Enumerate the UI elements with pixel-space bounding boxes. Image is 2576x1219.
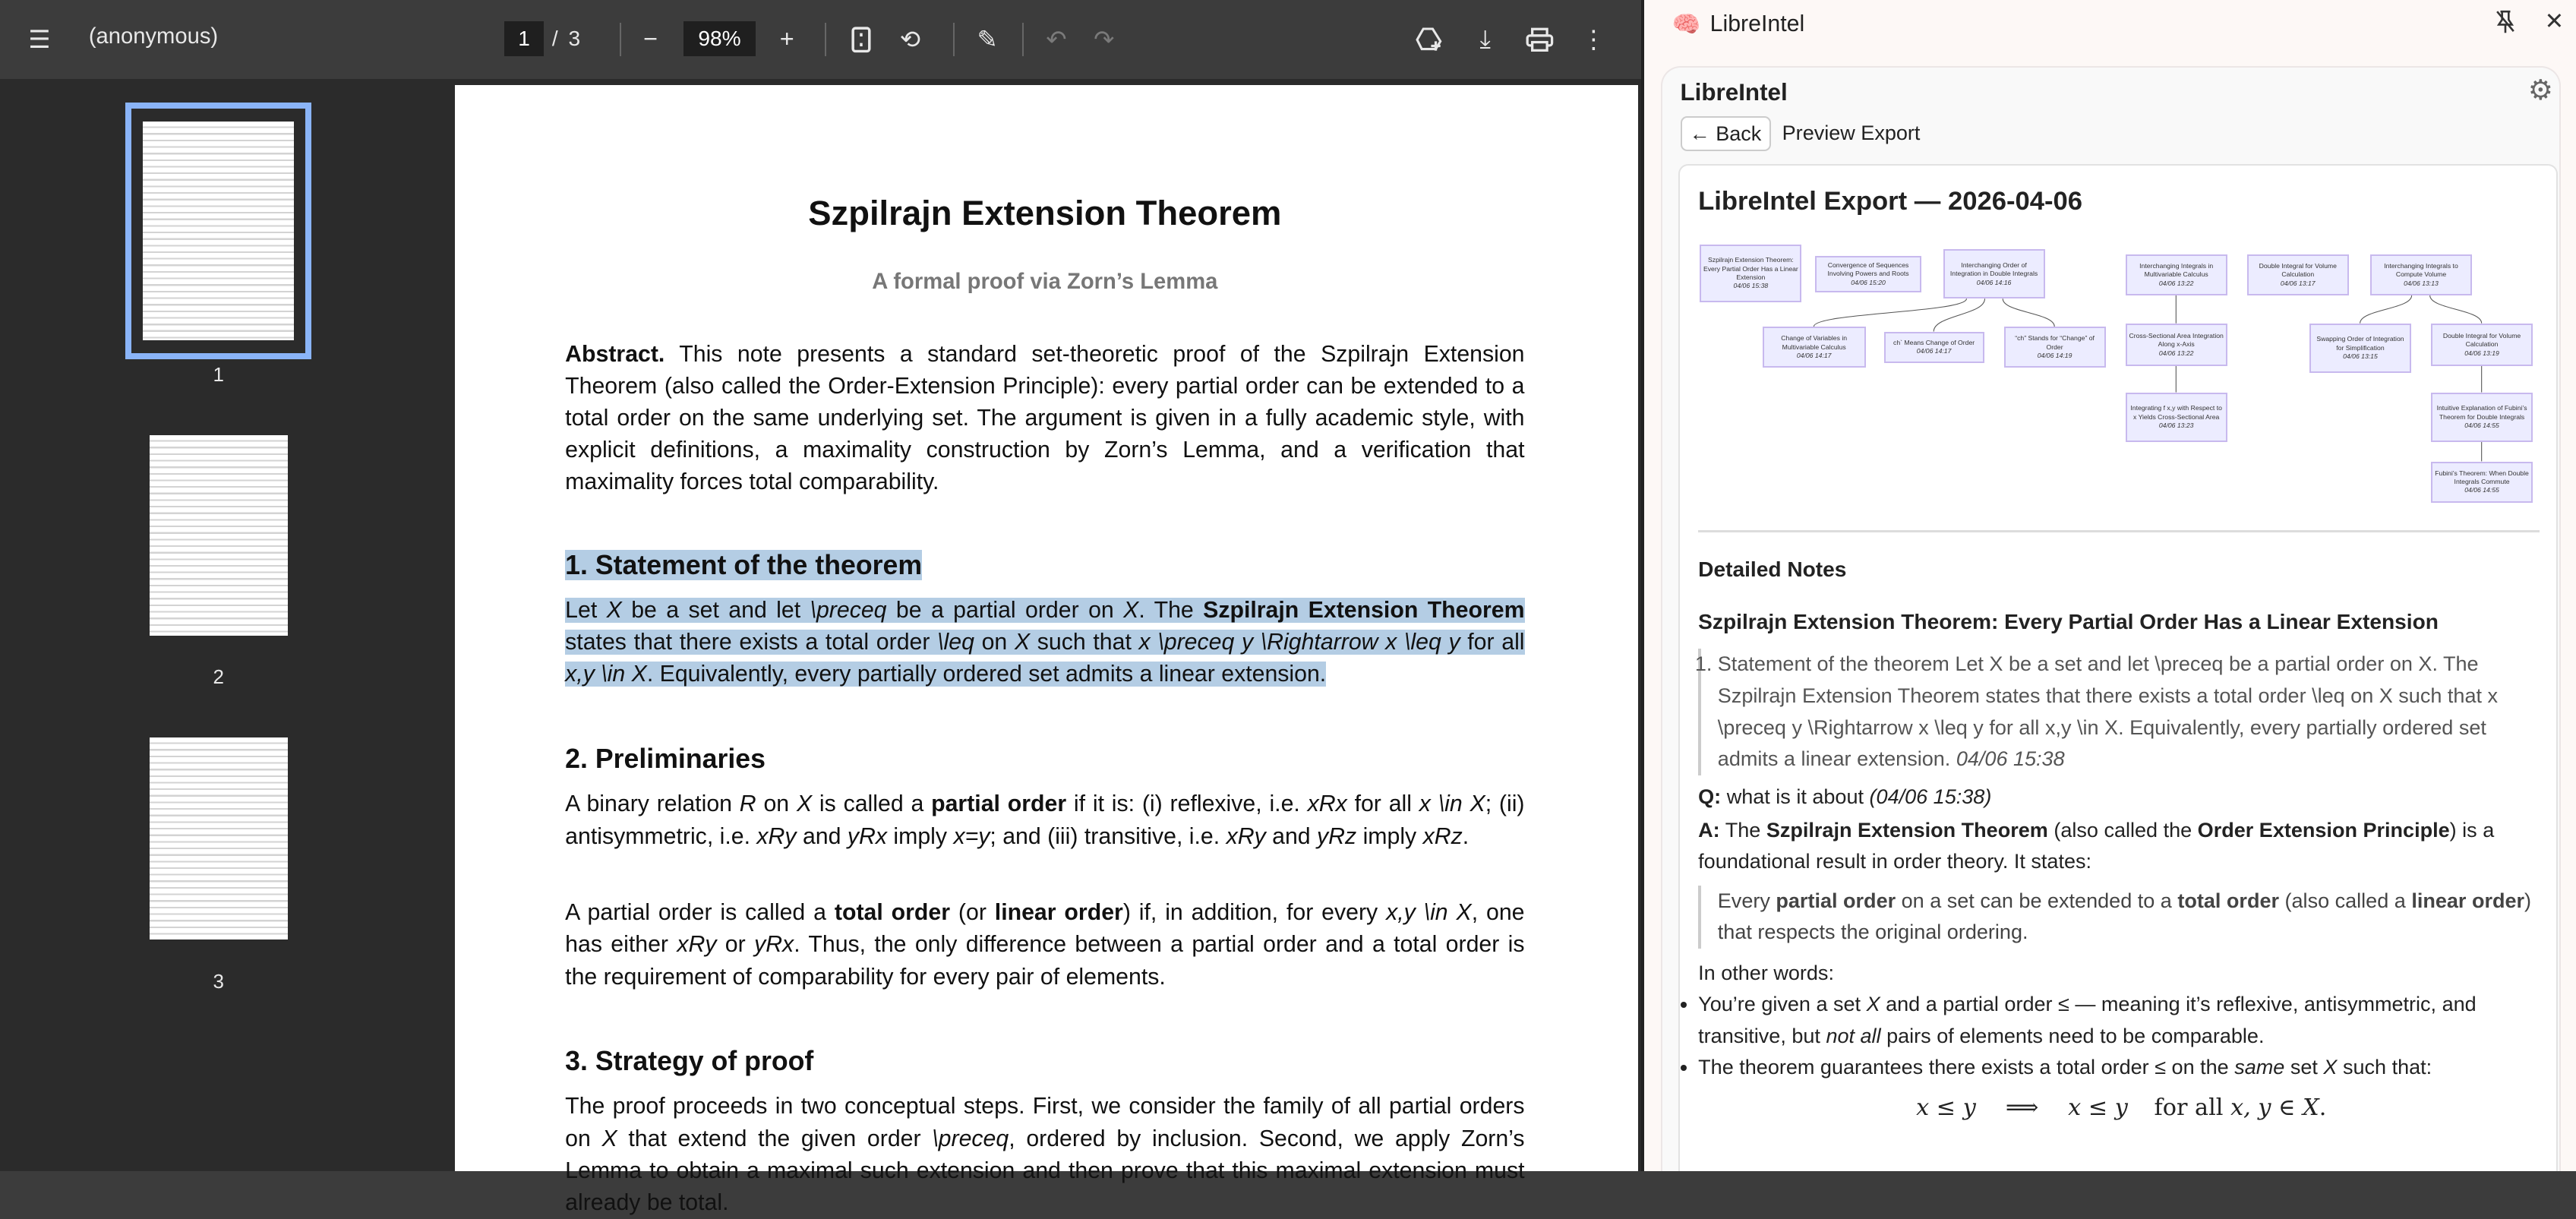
text-run: states that there exists a total order <box>565 630 938 655</box>
text-run: xRx <box>1307 791 1347 817</box>
text-run: The proof proceeds in two conceptual steps. First, we consider the family of all partial orders on <box>565 1094 1525 1151</box>
document-subtitle: A formal proof via Zorn’s Lemma <box>872 270 1218 295</box>
node-title: Fubini’s Theorem: When Double Integrals Commute <box>2435 469 2529 485</box>
text-run: . Equivalently, every partially ordered set admits a linear extension. <box>646 662 1327 687</box>
text-run: total order <box>834 900 951 926</box>
text-run: The theorem guarantees there exists a total order <box>1698 1056 2155 1079</box>
a-label: A: <box>1698 818 1720 842</box>
diagram-node[interactable] <box>2309 324 2411 373</box>
redo-icon[interactable]: ↷ <box>1094 25 1115 53</box>
text-run: be a set and let <box>621 598 810 624</box>
diagram-node[interactable] <box>2431 324 2533 366</box>
answer-blockquote <box>1698 886 2544 949</box>
text-run: for all <box>1346 791 1419 817</box>
brain-icon: 🧠 <box>1672 12 1701 38</box>
document-title-heading: Szpilrajn Extension Theorem <box>808 193 1282 232</box>
text-run: on the <box>2166 1056 2235 1079</box>
node-title: Interchanging Order of Integration in Double Integrals <box>1949 261 2038 278</box>
text-run: xRy <box>1226 823 1266 849</box>
text-run: Szpilrajn Extension Theorem <box>1766 818 2048 842</box>
text-run: x \in X <box>1419 791 1485 817</box>
unpin-icon[interactable] <box>2496 10 2515 38</box>
fit-page-icon[interactable] <box>841 20 881 59</box>
node-time: 04/06 13:22 <box>2158 349 2194 357</box>
pdf-toolbar <box>0 0 1641 79</box>
divider <box>825 23 826 55</box>
menu-icon[interactable]: ☰ <box>28 25 51 53</box>
section-2-heading: 2. Preliminaries <box>565 743 766 774</box>
text-run: not all <box>1826 1024 1881 1047</box>
text-run: . The <box>1138 598 1204 624</box>
diagram-node[interactable] <box>1815 256 1922 292</box>
text-run: on <box>756 791 797 817</box>
page-separator: / <box>551 26 558 50</box>
text-run: . <box>1462 823 1470 849</box>
q-time: (04/06 15:38) <box>1869 785 1992 809</box>
bullet-item <box>1698 1052 2544 1084</box>
node-time: 04/06 13:17 <box>2280 279 2316 287</box>
text-run: imply <box>1356 823 1423 849</box>
math-token: x ≤ y <box>1916 1094 1976 1122</box>
diagram-node[interactable] <box>1763 327 1866 368</box>
text-run: if it is: (i) reflexive, i.e. <box>1066 791 1308 817</box>
thumbnail-label: 3 <box>213 971 224 993</box>
download-icon[interactable]: ⤓ <box>1479 24 1491 52</box>
close-icon[interactable]: ✕ <box>2544 8 2564 34</box>
node-time: 04/06 14:19 <box>2037 351 2072 359</box>
libreintel-panel <box>1641 0 2576 1171</box>
back-button[interactable]: ← Back <box>1681 116 1771 150</box>
zoom-in-icon[interactable]: + <box>779 25 794 53</box>
node-time: 04/06 14:16 <box>1976 278 2012 286</box>
rotate-icon[interactable]: ⟲ <box>899 25 921 53</box>
text-run: x=y <box>953 823 990 849</box>
thumbnail-page-2[interactable] <box>138 422 299 649</box>
question-line <box>1698 782 2544 813</box>
text-run: or <box>716 932 755 958</box>
diagram-node[interactable] <box>1943 249 2045 298</box>
text-run: You’re given a set <box>1698 992 1867 1015</box>
text-run: and <box>796 823 848 849</box>
text-run: total order <box>2177 889 2280 912</box>
text-run: X <box>601 1126 617 1151</box>
more-options-icon[interactable]: ⋮ <box>1581 25 1606 53</box>
text-run: for all <box>1460 630 1525 655</box>
card-title: LibreIntel <box>1680 78 1788 106</box>
node-time: 04/06 13:22 <box>2158 279 2194 287</box>
page-total: 3 <box>568 26 581 50</box>
text-run: \preceq <box>810 598 887 624</box>
thumbnail-label: 1 <box>213 365 224 387</box>
text-run: yRx <box>754 932 794 958</box>
export-preview <box>1678 164 2557 1171</box>
text-run: such that <box>1030 630 1139 655</box>
panel-header-title: LibreIntel <box>1709 11 1805 37</box>
text-run: xRy <box>677 932 717 958</box>
text-run: yRz <box>1317 823 1357 849</box>
section-2-paragraph-1 <box>565 788 1524 852</box>
add-to-drive-icon[interactable] <box>1410 20 1449 59</box>
zoom-out-icon[interactable]: − <box>643 25 658 53</box>
text-run: X <box>1866 992 1880 1015</box>
text-run: x \preceq y \Rightarrow x \leq y <box>1138 630 1460 655</box>
text-run: ; (ii) antisymmetric, i.e. <box>565 791 1525 849</box>
diagram-node[interactable] <box>2431 462 2533 503</box>
text-run: on a set can be extended to a <box>1896 889 2178 912</box>
note-item-text: Statement of the theorem Let X be a set and let \preceq be a partial order on X. The Szpilrajn Extension Theorem states that there exists a total order \leq on X such that x \preceq y \Rightarrow x \leq y for all x,y \in X. Equivalently, every partially ordered set admits a linear extension. <box>1717 652 2499 771</box>
node-time: 04/06 13:15 <box>2343 352 2378 360</box>
node-title: “ch” Stands for “Change” of Order <box>2015 334 2095 351</box>
document-title: (anonymous) <box>88 24 219 49</box>
mind-map-diagram <box>1680 166 2559 527</box>
node-time: 04/06 15:20 <box>1851 278 1886 286</box>
diagram-node[interactable] <box>2247 254 2349 295</box>
node-time: 04/06 13:19 <box>2464 349 2499 357</box>
text-run: on <box>974 630 1015 655</box>
node-title: Convergence of Sequences Involving Powers and Roots <box>1827 261 1909 278</box>
list-number: 1. <box>1694 652 1713 676</box>
text-run: R <box>739 791 756 817</box>
text-run: Let <box>565 598 607 624</box>
diagram-node[interactable] <box>2004 327 2106 368</box>
node-title: ch` Means Change of Order <box>1893 338 1975 346</box>
text-run: linear order <box>2411 889 2525 912</box>
text-run: , one has either <box>565 900 1525 958</box>
node-title: Swapping Order of Integration for Simplification <box>2316 335 2404 352</box>
divider <box>1698 530 2540 532</box>
node-time: 04/06 15:38 <box>1733 282 1769 290</box>
text-run: The <box>1719 818 1766 842</box>
thumbnail-label: 2 <box>213 667 224 689</box>
diagram-edge <box>1814 298 1967 327</box>
diagram-edge <box>2360 295 2412 324</box>
abstract-label: Abstract. <box>565 341 665 367</box>
text-run: yRx <box>847 823 887 849</box>
text-run: ≤ <box>2155 1056 2167 1079</box>
text-run: and a partial order ≤ — meaning it’s reflexive, antisymmetric, and transitive, but <box>1698 992 2477 1047</box>
text-run: xRy <box>756 823 797 849</box>
answer-paragraph <box>1698 815 2544 879</box>
undo-icon[interactable]: ↶ <box>1046 25 1067 53</box>
node-title: Integrating f x,y with Respect to x Yields Cross-Sectional Area <box>2130 404 2222 421</box>
text-run: partial order <box>931 791 1067 817</box>
node-time: 04/06 14:17 <box>1796 351 1832 359</box>
node-title: Interchanging Integrals to Compute Volume <box>2384 262 2458 279</box>
bullet-item <box>1698 989 2544 1053</box>
text-run: (also called a <box>2279 889 2412 912</box>
panel-card <box>1661 66 2561 1172</box>
text-run: that extend the given order <box>617 1126 933 1151</box>
note-list-item <box>1694 649 2544 775</box>
document-view <box>447 79 1641 1215</box>
math-token: . <box>2319 1094 2327 1122</box>
text-run: is called a <box>812 791 932 817</box>
diagram-edge <box>2003 298 2055 327</box>
text-run: (also called the <box>2047 818 2198 842</box>
text-run: A partial order is called a <box>565 900 835 926</box>
math-token: ⟹ <box>2005 1094 2039 1122</box>
math-token: x, y ∈ X <box>2230 1094 2319 1122</box>
text-run: ) if, in addition, for every <box>1122 900 1387 926</box>
text-run: x,y \in X <box>565 662 647 687</box>
math-display <box>1698 1092 2544 1124</box>
node-title: Double Integral for Volume Calculation <box>2259 262 2337 279</box>
abstract-text: This note presents a standard set-theoretic proof of the Szpilrajn Extension Theorem (also called the Order-Extension Principle): every partial order can be extended to a total order on the same underlying set. The argument is given in a fully academic style, with explicit definitions, a maximality construction by Zorn’s Lemma, and a verification that maximality forces total comparability. <box>565 341 1525 495</box>
node-title: Szpilrajn Extension Theorem: Every Partial Order Has a Linear Extension <box>1703 256 1798 281</box>
diagram-edge <box>2430 295 2482 324</box>
divider <box>620 23 621 55</box>
text-run: and <box>1265 823 1318 849</box>
q-text: what is it about <box>1721 785 1870 809</box>
text-run: xRz <box>1422 823 1463 849</box>
section-2-paragraph-2 <box>565 897 1524 993</box>
text-run: , ordered by inclusion. Second, we apply Zorn’s Lemma to obtain a maximal such extension and then prove that this maximal extension must already be total. <box>565 1126 1525 1215</box>
abstract-paragraph <box>565 339 1524 499</box>
text-run: same <box>2234 1056 2285 1079</box>
q-label: Q: <box>1698 785 1722 809</box>
node-time: 04/06 14:55 <box>2464 486 2499 494</box>
node-time: 04/06 14:17 <box>1916 347 1952 355</box>
section-1-heading: 1. Statement of the theorem <box>565 549 923 580</box>
text-run: Order Extension Principle <box>2197 818 2450 842</box>
diagram-node[interactable] <box>1884 332 1984 363</box>
text-run: be a partial order on <box>886 598 1124 624</box>
text-run: Every <box>1717 889 1776 912</box>
thumbnail-page-3[interactable] <box>138 725 299 953</box>
thumbnail-sidebar <box>0 79 447 1172</box>
text-run: A binary relation <box>565 791 740 817</box>
text-run: ) is a foundational result in order theory. It states: <box>1698 818 2495 873</box>
print-icon[interactable] <box>1520 20 1559 59</box>
page-number-input[interactable]: 1 <box>504 21 544 55</box>
node-title: Intuitive Explanation of Fubini’s Theorem for Double Integrals <box>2436 404 2527 421</box>
note-title: Szpilrajn Extension Theorem: Every Partial Order Has a Linear Extension <box>1698 609 2439 633</box>
section-3-heading: 3. Strategy of proof <box>565 1045 814 1076</box>
section-1-paragraph <box>565 595 1524 691</box>
node-time: 04/06 13:23 <box>2158 421 2194 429</box>
text-run: Szpilrajn Extension Theorem <box>1203 598 1525 624</box>
thumbnail-page-1[interactable] <box>131 109 305 353</box>
text-run: ) that respects the original ordering. <box>1717 889 2532 944</box>
annotate-icon[interactable]: ✎ <box>977 25 998 53</box>
zoom-input[interactable]: 98% <box>683 21 756 55</box>
text-run: imply <box>887 823 954 849</box>
text-run: . Thus, the only difference between a partial order and a total order is the requirement of comparability for every pair of elements. <box>565 932 1525 990</box>
text-run: x,y \in X <box>1386 900 1472 926</box>
math-token: x ≤ y <box>2068 1094 2128 1122</box>
text-run: X <box>1014 630 1031 655</box>
export-title: LibreIntel Export — 2026-04-06 <box>1698 187 2083 216</box>
node-title: Interchanging Integrals in Multivariable Calculus <box>2139 262 2214 279</box>
pdf-page <box>455 85 1638 1215</box>
divider <box>1022 23 1024 55</box>
math-token: for all <box>2154 1094 2231 1122</box>
breadcrumb-preview-export: Preview Export <box>1782 121 1921 144</box>
text-run: pairs of elements need to be comparable. <box>1880 1024 2265 1047</box>
text-run: \preceq <box>932 1126 1009 1151</box>
node-time: 04/06 14:55 <box>2464 421 2499 429</box>
diagram-node[interactable] <box>1700 245 1801 302</box>
divider <box>953 23 955 55</box>
node-time: 04/06 13:13 <box>2404 279 2439 287</box>
text-run: X <box>796 791 813 817</box>
text-run: set <box>2284 1056 2324 1079</box>
diagram-node[interactable] <box>2126 393 2227 442</box>
text-run: X <box>2323 1056 2338 1079</box>
text-run: \leq <box>937 630 974 655</box>
node-title: Cross-Sectional Area Integration Along x-Axis <box>2129 332 2224 349</box>
node-title: Change of Variables in Multivariable Calculus <box>1781 334 1848 351</box>
text-run: (or <box>950 900 995 926</box>
detailed-notes-heading: Detailed Notes <box>1698 557 1847 581</box>
note-item-time: 04/06 15:38 <box>1956 747 2065 771</box>
diagram-node[interactable] <box>2370 254 2472 295</box>
diagram-node[interactable] <box>2126 254 2227 295</box>
text-run: linear order <box>994 900 1123 926</box>
diagram-node[interactable] <box>2431 393 2533 442</box>
settings-gear-icon[interactable]: ⚙ <box>2527 74 2553 106</box>
text-run: X <box>1123 598 1139 624</box>
text-run: ; and (iii) transitive, i.e. <box>990 823 1226 849</box>
diagram-node[interactable] <box>2126 324 2227 366</box>
in-other-words: In other words: <box>1698 961 1834 984</box>
text-run: partial order <box>1776 889 1896 912</box>
node-title: Double Integral for Volume Calculation <box>2442 332 2521 349</box>
text-run: such that: <box>2337 1056 2432 1079</box>
section-3-paragraph <box>565 1091 1524 1219</box>
text-run: X <box>606 598 622 624</box>
